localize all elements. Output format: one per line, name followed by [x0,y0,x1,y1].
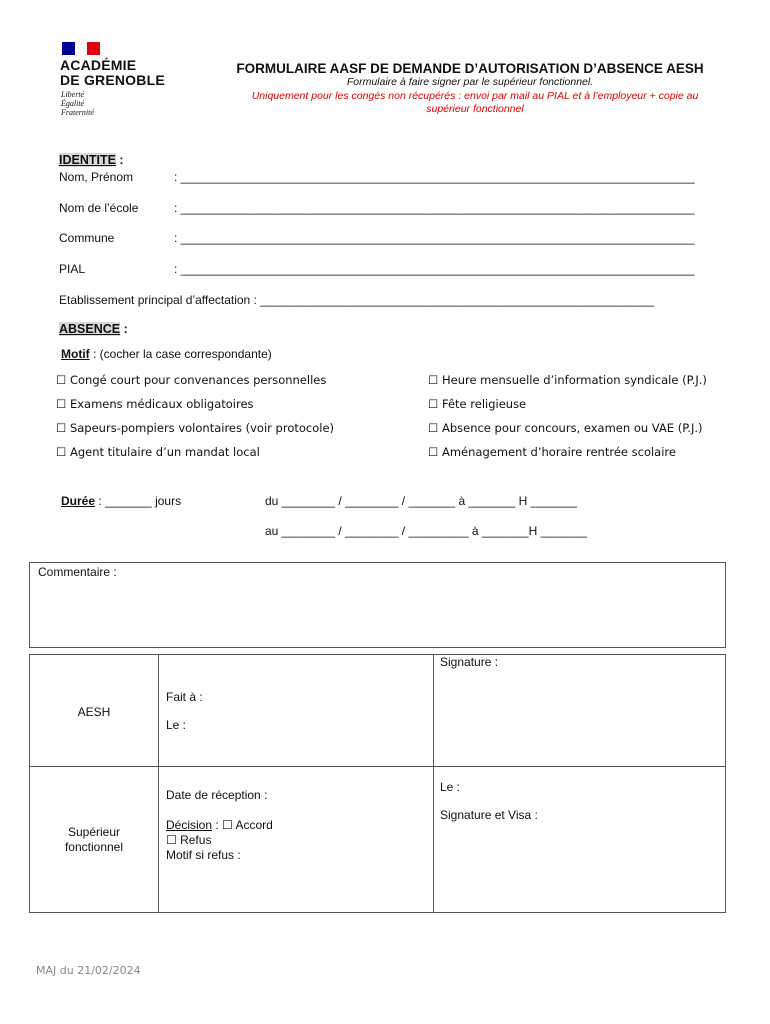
identite-heading [59,153,124,167]
date-reception-label: Date de réception : [166,788,268,802]
checkbox-accord[interactable]: : ☐ Accord [212,818,273,832]
commentaire-box[interactable] [29,562,726,648]
academie-name-line1: ACADÉMIE [60,57,137,73]
checkbox-amenagement-horaire[interactable]: ☐ Aménagement d’horaire rentrée scolaire [428,445,676,459]
field-commune[interactable]: : _____________________________________________________________________________ [174,231,695,245]
superieur-label [30,825,158,855]
decision-label: Décision [166,818,213,832]
flag-white [75,42,88,55]
commentaire-label: Commentaire : [38,565,117,579]
aesh-le-label: Le : [166,718,187,732]
form-note-line2: supérieur fonctionnel [426,103,524,115]
motto-egalite: Égalité [61,99,85,108]
form-title: FORMULAIRE AASF DE DEMANDE D’AUTORISATION D’ABSENCE AESH [236,61,704,76]
logo-flag [62,42,100,55]
duree-jours-field[interactable]: : _______ jours [95,494,182,508]
flag-red [87,42,100,55]
label-pial: PIAL [59,262,86,276]
absence-heading-colon: : [120,322,128,336]
checkbox-conge-court[interactable]: ☐ Congé court pour convenances personnelles [56,373,327,387]
cell-aesh-label [29,654,159,767]
checkbox-fete-religieuse[interactable]: ☐ Fête religieuse [428,397,527,411]
form-subtitle: Formulaire à faire signer par le supérieur fonctionnel. [346,76,594,88]
academie-name-line2: DE GRENOBLE [60,72,165,88]
fait-a-label: Fait à : [166,690,203,704]
cell-superieur-signature[interactable] [433,766,726,913]
cell-aesh-details[interactable] [158,654,434,767]
checkbox-mandat-local[interactable]: ☐ Agent titulaire d’un mandat local [56,445,260,459]
identite-heading-text: IDENTITE [59,153,116,167]
cell-aesh-signature[interactable] [433,654,726,767]
duree-du-field[interactable]: du ________ / ________ / _______ à _______ H _______ [265,494,578,508]
absence-heading [59,322,128,336]
checkbox-concours-examen-vae[interactable]: ☐ Absence pour concours, examen ou VAE (P.J.) [428,421,703,435]
checkbox-examens-medicaux[interactable]: ☐ Examens médicaux obligatoires [56,397,254,411]
aesh-signature-label: Signature : [440,655,499,669]
superieur-label-line2: fonctionnel [64,840,124,854]
field-nom-prenom[interactable]: : _____________________________________________________________________________ [174,170,695,184]
checkbox-refus[interactable]: ☐ Refus [166,833,212,847]
decision-line [166,818,273,832]
field-etablissement[interactable]: Etablissement principal d’affectation : ___________________________________________________________ [59,293,654,307]
label-nom-prenom: Nom, Prénom [59,170,134,184]
superieur-le-label: Le : [440,780,461,794]
checkbox-sapeurs-pompiers[interactable]: ☐ Sapeurs-pompiers volontaires (voir protocole) [56,421,335,435]
motif-line [61,347,272,361]
form-note [215,90,735,116]
cell-superieur-details[interactable] [158,766,434,913]
flag-blue [62,42,75,55]
form-note-line1: Uniquement pour les congés non récupérés : envoi par mail au PIAL et à l’employeur + copie au [251,90,699,102]
motif-refus-label: Motif si refus : [166,848,241,862]
cell-superieur-label [29,766,159,913]
motto-liberte: Liberté [61,90,85,99]
label-commune: Commune [59,231,115,245]
motif-instruction: : (cocher la case correspondante) [89,347,272,361]
academie-name [60,58,165,88]
field-pial[interactable]: : _____________________________________________________________________________ [174,262,695,276]
identite-heading-colon: : [115,153,124,167]
republic-motto [61,90,94,117]
signature-visa-label: Signature et Visa : [440,808,538,822]
checkbox-heure-syndicale[interactable]: ☐ Heure mensuelle d’information syndicale (P.J.) [428,373,707,387]
duree-label: Durée [61,494,96,508]
motto-fraternite: Fraternité [61,108,94,117]
footer-update-date: MAJ du 21/02/2024 [36,964,141,977]
superieur-label-line1: Supérieur [67,825,121,839]
aesh-label: AESH [77,705,111,719]
field-nom-ecole[interactable]: : _____________________________________________________________________________ [174,201,695,215]
absence-heading-text: ABSENCE [59,322,121,336]
label-nom-ecole: Nom de l’école [59,201,139,215]
duree-line [61,494,181,508]
motif-label: Motif [61,347,90,361]
duree-au-field[interactable]: au ________ / ________ / _________ à _______H _______ [265,524,588,538]
